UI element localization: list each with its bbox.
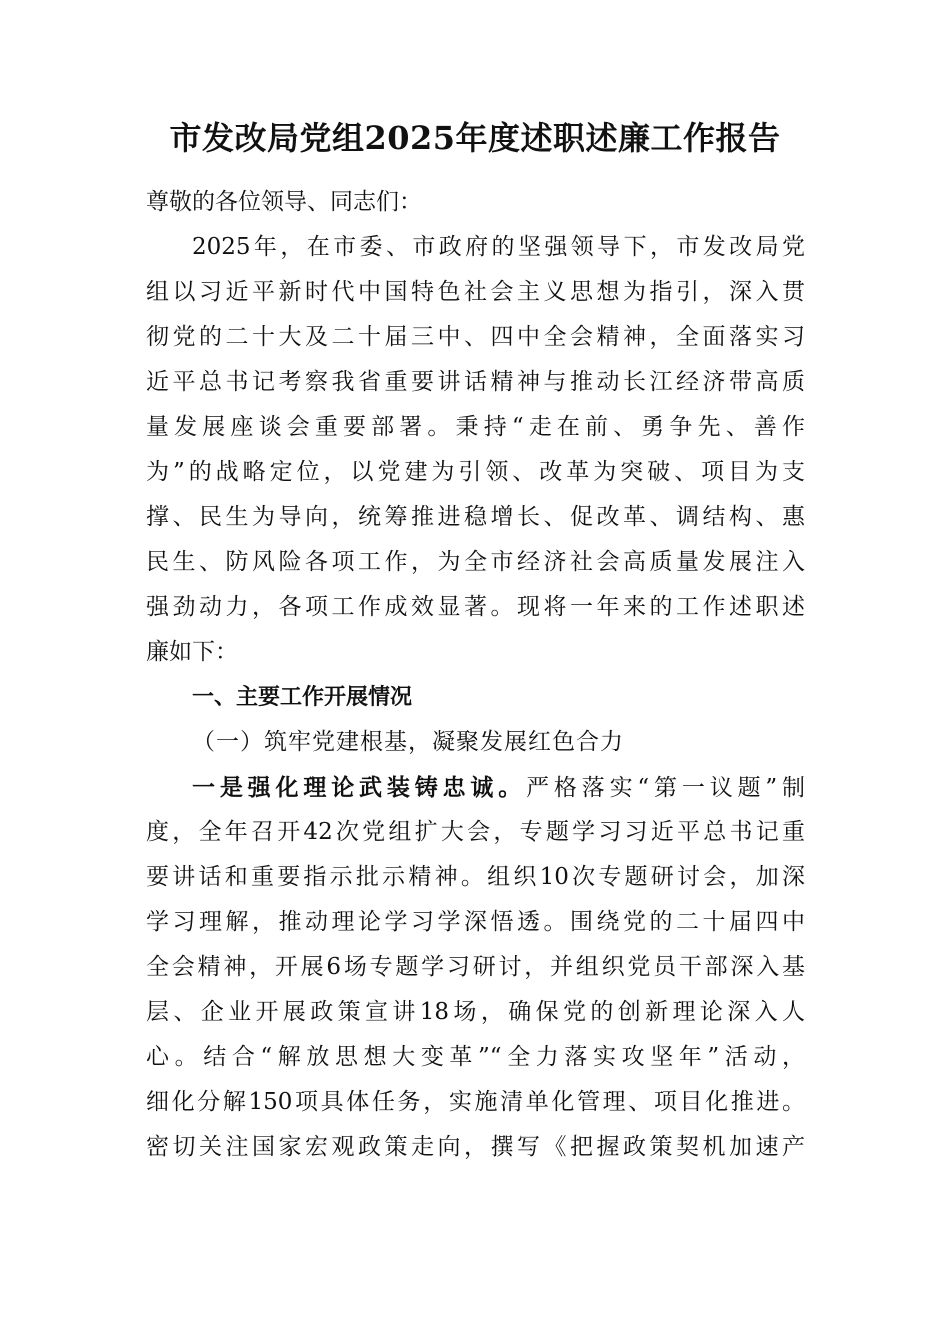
point-1-first-line [146,765,805,810]
point-1-line: 要讲话和重要指示批示精神。组织10次专题研讨会，加深 [146,864,805,890]
intro-line: 廉如下： [146,639,238,665]
intro-line: 2025年，在市委、市政府的坚强领导下，市发改局党 [192,234,805,260]
document-title: 市发改局党组2025年度述职述廉工作报告 [169,119,781,157]
salutation: 尊敬的各位领导、同志们： [146,189,422,215]
point-1-line: 学习理解，推动理论学习学深悟透。围绕党的二十届四中 [146,909,805,935]
point-1-lead: 一是强化理论武装铸忠诚。 [192,774,527,801]
section-heading-1: 一、主要工作开展情况 [192,685,413,710]
intro-line: 近平总书记考察我省重要讲话精神与推动长江经济带高质 [146,369,805,395]
point-1-first-rest: 严格落实“第一议题”制 [526,775,805,801]
point-1-line: 密切关注国家宏观政策走向，撰写《把握政策契机加速产 [146,1134,805,1160]
intro-line: 彻党的二十大及二十届三中、四中全会精神，全面落实习 [146,324,805,350]
intro-line: 组以习近平新时代中国特色社会主义思想为指引，深入贯 [146,279,805,305]
point-1-line: 全会精神，开展6场专题学习研讨，并组织党员干部深入基 [146,954,805,980]
subsection-heading-1: （一）筑牢党建根基，凝聚发展红色合力 [192,729,624,755]
point-1-line: 层、企业开展政策宣讲18场，确保党的创新理论深入人 [146,999,805,1025]
intro-line: 民生、防风险各项工作，为全市经济社会高质量发展注入 [146,549,805,575]
intro-line: 强劲动力，各项工作成效显著。现将一年来的工作述职述 [146,594,805,620]
point-1-paragraph [146,765,805,1170]
intro-line: 撑、民生为导向，统筹推进稳增长、促改革、调结构、惠 [146,504,805,530]
document-body [146,180,805,1170]
intro-line: 量发展座谈会重要部署。秉持“走在前、勇争先、善作 [146,414,805,440]
point-1-line: 细化分解150项具体任务，实施清单化管理、项目化推进。 [146,1089,805,1115]
point-1-line: 心。结合“解放思想大变革”“全力落实攻坚年”活动， [146,1044,805,1070]
point-1-line: 度，全年召开42次党组扩大会，专题学习习近平总书记重 [146,819,805,845]
intro-paragraph [146,225,805,675]
intro-line: 为”的战略定位，以党建为引领、改革为突破、项目为支 [146,459,805,485]
